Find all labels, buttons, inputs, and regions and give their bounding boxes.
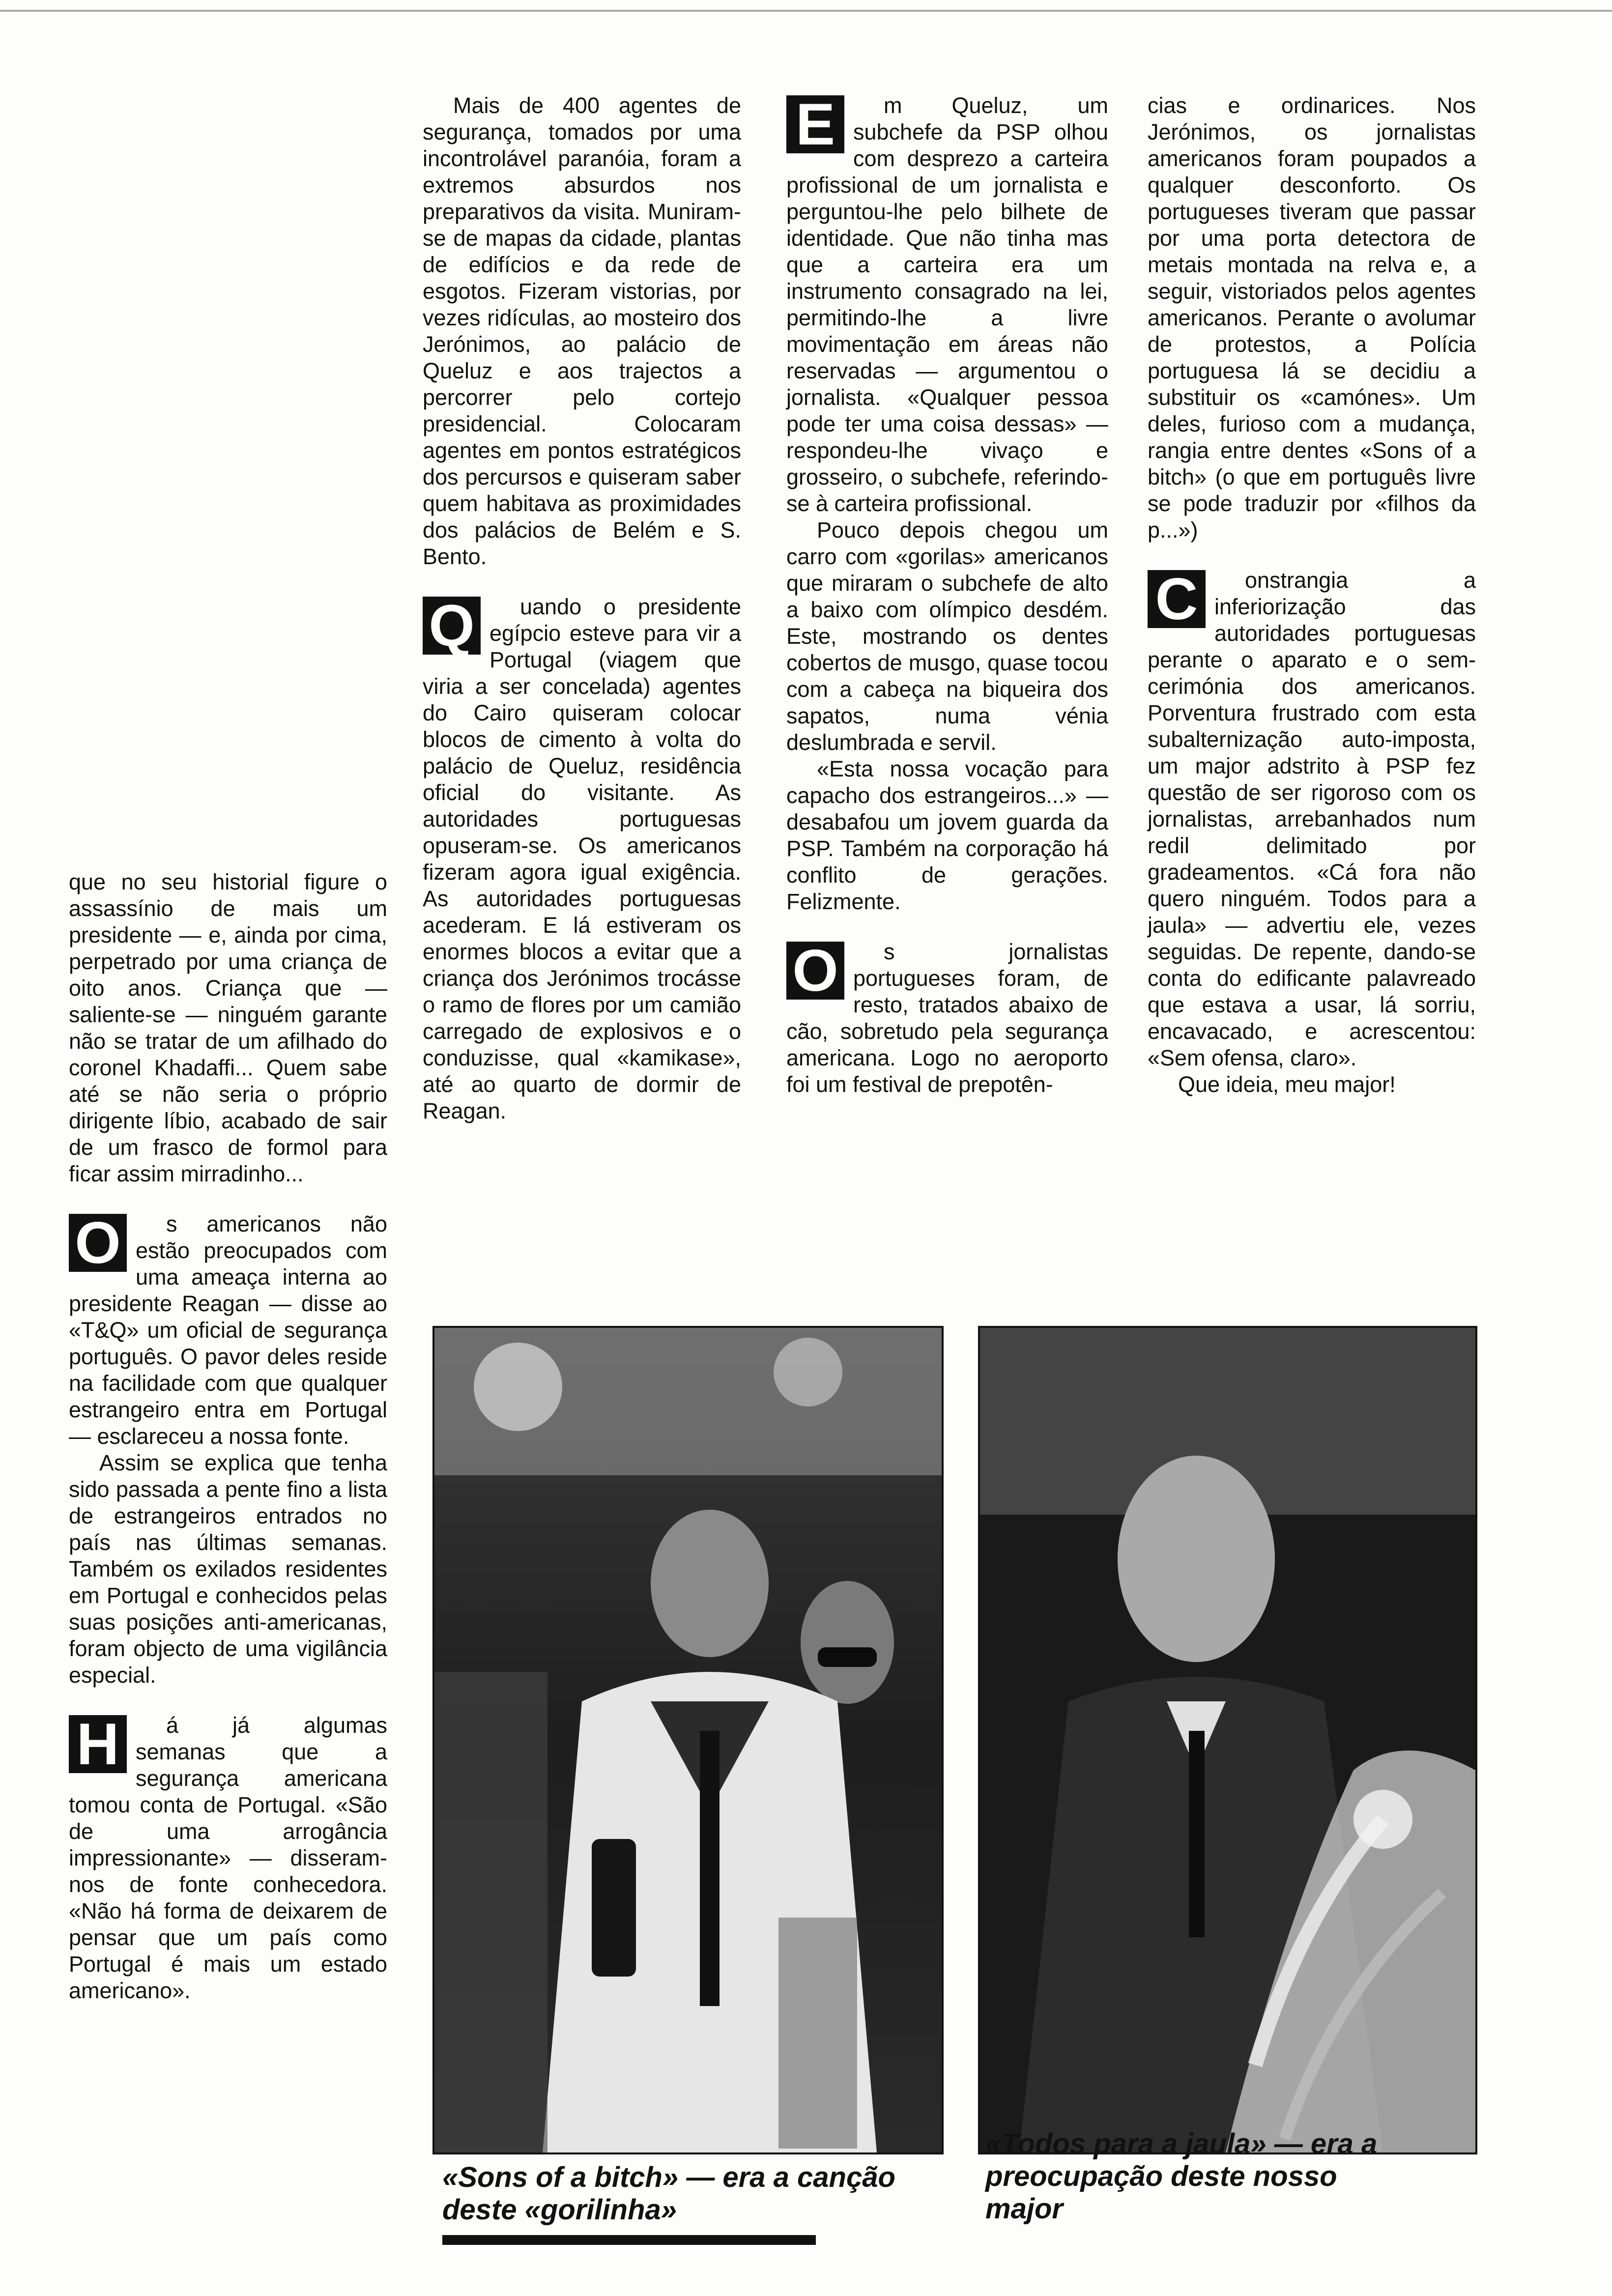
column-4-paragraph-1: cias e ordinarices. Nos Jerónimos, os jornalistas americanos foram poupados a qualquer desconforto. Os portugueses tiveram que passar por uma porta detectora de metais montada na relva e, a seguir, vistoriados pelos agentes americanos. Perante o avolumar de protestos, a Polícia portuguesa lá se decidiu a substituir os «camónes». Um deles, furioso com a mudança, rangia entre dentes «Sons of a bitch» (o que em português livre se pode traduzir por «filhos da p...») [1148, 93, 1476, 543]
column-2 [423, 92, 741, 1124]
column-3-paragraph-2: Pouco depois chegou um carro com «gorilas» americanos que miraram o subchefe de alto a baixo com olímpico desdém. Este, mostrando os dentes cobertos de musgo, quase tocou com a cabeça na biqueira dos sapatos, numa vénia deslumbrada e servil. [786, 517, 1108, 755]
column-1-paragraph-2: s americanos não estão preocupados com uma ameaça interna ao presidente Reagan — disse ao «T&Q» um oficial de segurança português. O pavor deles reside na facilidade com que qualquer estrangeiro entra em Portugal — esclareceu a nossa fonte. [69, 1211, 387, 1449]
column-3-paragraph-3: «Esta nossa vocação para capacho dos estrangeiros...» — desabafou um jovem guarda da PSP. Também na corporação há conflito de gerações. Felizmente. [786, 756, 1108, 914]
column-1-paragraph-4: á já algumas semanas que a segurança americana tomou conta de Portugal. «São de uma arrogância impressionante» — disseram-nos de fonte conhecedora. «Não há forma de deixarem de pensar que um país como Portugal é mais um estado americano». [69, 1713, 387, 2003]
column-3-paragraph-4: s jornalistas portugueses foram, de resto, tratados abaixo de cão, sobretudo pela segurança americana. Logo no aeroporto foi um festival de prepotên- [786, 939, 1108, 1097]
drop-cap: H [69, 1715, 127, 1773]
photo-security-agent [432, 1326, 944, 2154]
column-3 [786, 92, 1108, 1098]
caption-rule [442, 2235, 816, 2245]
column-2-section-2 [423, 594, 741, 1124]
drop-cap: O [69, 1214, 127, 1272]
drop-cap: E [786, 95, 844, 153]
column-4-section-2 [1148, 567, 1476, 1071]
photo-major [978, 1326, 1477, 2154]
column-3-section-1 [786, 92, 1108, 517]
column-1 [69, 869, 387, 2004]
column-1-section-2 [69, 1211, 387, 1450]
top-rule [0, 10, 1612, 12]
column-3-section-4 [786, 939, 1108, 1098]
drop-cap: O [786, 942, 844, 1000]
column-1-section-4 [69, 1712, 387, 2004]
column-2-paragraph-1: Mais de 400 agentes de segurança, tomados por uma incontrolável paranóia, foram a extremos absurdos nos preparativos da visita. Muniram-se de mapas da cidade, plantas de edifícios e da rede de esgotos. Fizeram vistorias, por vezes ridículas, ao mosteiro dos Jerónimos, ao palácio de Queluz e aos trajectos a percorrer pelo cortejo presidencial. Colocaram agentes em pontos estratégicos dos percursos e quiseram saber quem habitava as proximidades dos palácios de Belém e S. Bento. [423, 93, 741, 569]
column-4 [1148, 92, 1476, 1098]
column-1-paragraph-3: Assim se explica que tenha sido passada a pente fino a lista de estrangeiros entrados no país nas últimas semanas. Também os exilados residentes em Portugal e conhecidos pelas suas posições anti-americanas, foram objecto de uma vigilância especial. [69, 1450, 387, 1688]
column-2-paragraph-2: uando o presidente egípcio esteve para vir a Portugal (viagem que viria a ser concelada) agentes do Cairo quiseram colocar blocos de cimento à volta do palácio de Queluz, residência oficial do visitante. As autoridades portuguesas opuseram-se. Os americanos fizeram agora igual exigência. As autoridades portuguesas acederam. E lá estiveram os enormes blocos a evitar que a criança dos Jerónimos trocásse o ramo de flores por um camião carregado de explosivos e o conduzisse, qual «kamikase», até ao quarto de dormir de Reagan. [423, 594, 741, 1123]
column-4-paragraph-2: onstrangia a inferiorização das autoridades portuguesas perante o aparato e o sem-cerimónia dos americanos. Porventura frustrado com esta subalternização auto-imposta, um major adstrito à PSP fez questão de ser rigoroso com os jornalistas, arrebanhados num redil delimitado por gradeamentos. «Cá fora não quero ninguém. Todos para a jaula» — advertiu ele, vezes seguidas. De repente, dando-se conta do edificante palavreado que estava a usar, lá sorriu, encavacado, e acrescentou: «Sem ofensa, claro». [1148, 568, 1476, 1070]
photo-major-caption: «Todos para a jaula» — era a preocupação deste nosso major [985, 2128, 1378, 2225]
column-3-paragraph-1: m Queluz, um subchefe da PSP olhou com desprezo a carteira profissional de um jornalista e perguntou-lhe pelo bilhete de identidade. Que não tinha mas que a carteira era um instrumento consagrado na lei, permitindo-lhe a livre movimentação em áreas não reservadas — argumentou o jornalista. «Qualquer pessoa pode ter uma coisa dessas» — respondeu-lhe vivaço e grosseiro, o subchefe, referindo-se à carteira profissional. [786, 93, 1108, 516]
drop-cap: Q [423, 597, 481, 655]
photo-major-image [980, 1328, 1475, 2152]
column-1-paragraph-1: que no seu historial figure o assassínio de mais um presidente — e, ainda por cima, perpetrado por uma criança de oito anos. Criança que — saliente-se — ninguém garante não se tratar de um afilhado do coronel Khadaffi... Quem sabe até se não seria o próprio dirigente líbio, acabado de sair de um frasco de formol para ficar assim mirradinho... [69, 869, 387, 1186]
drop-cap: C [1148, 570, 1206, 628]
photo-security-agent-caption: «Sons of a bitch» — era a canção deste «gorilinha» [442, 2161, 895, 2226]
photo-security-agent-image [434, 1328, 942, 2152]
column-4-paragraph-3: Que ideia, meu major! [1178, 1072, 1396, 1097]
